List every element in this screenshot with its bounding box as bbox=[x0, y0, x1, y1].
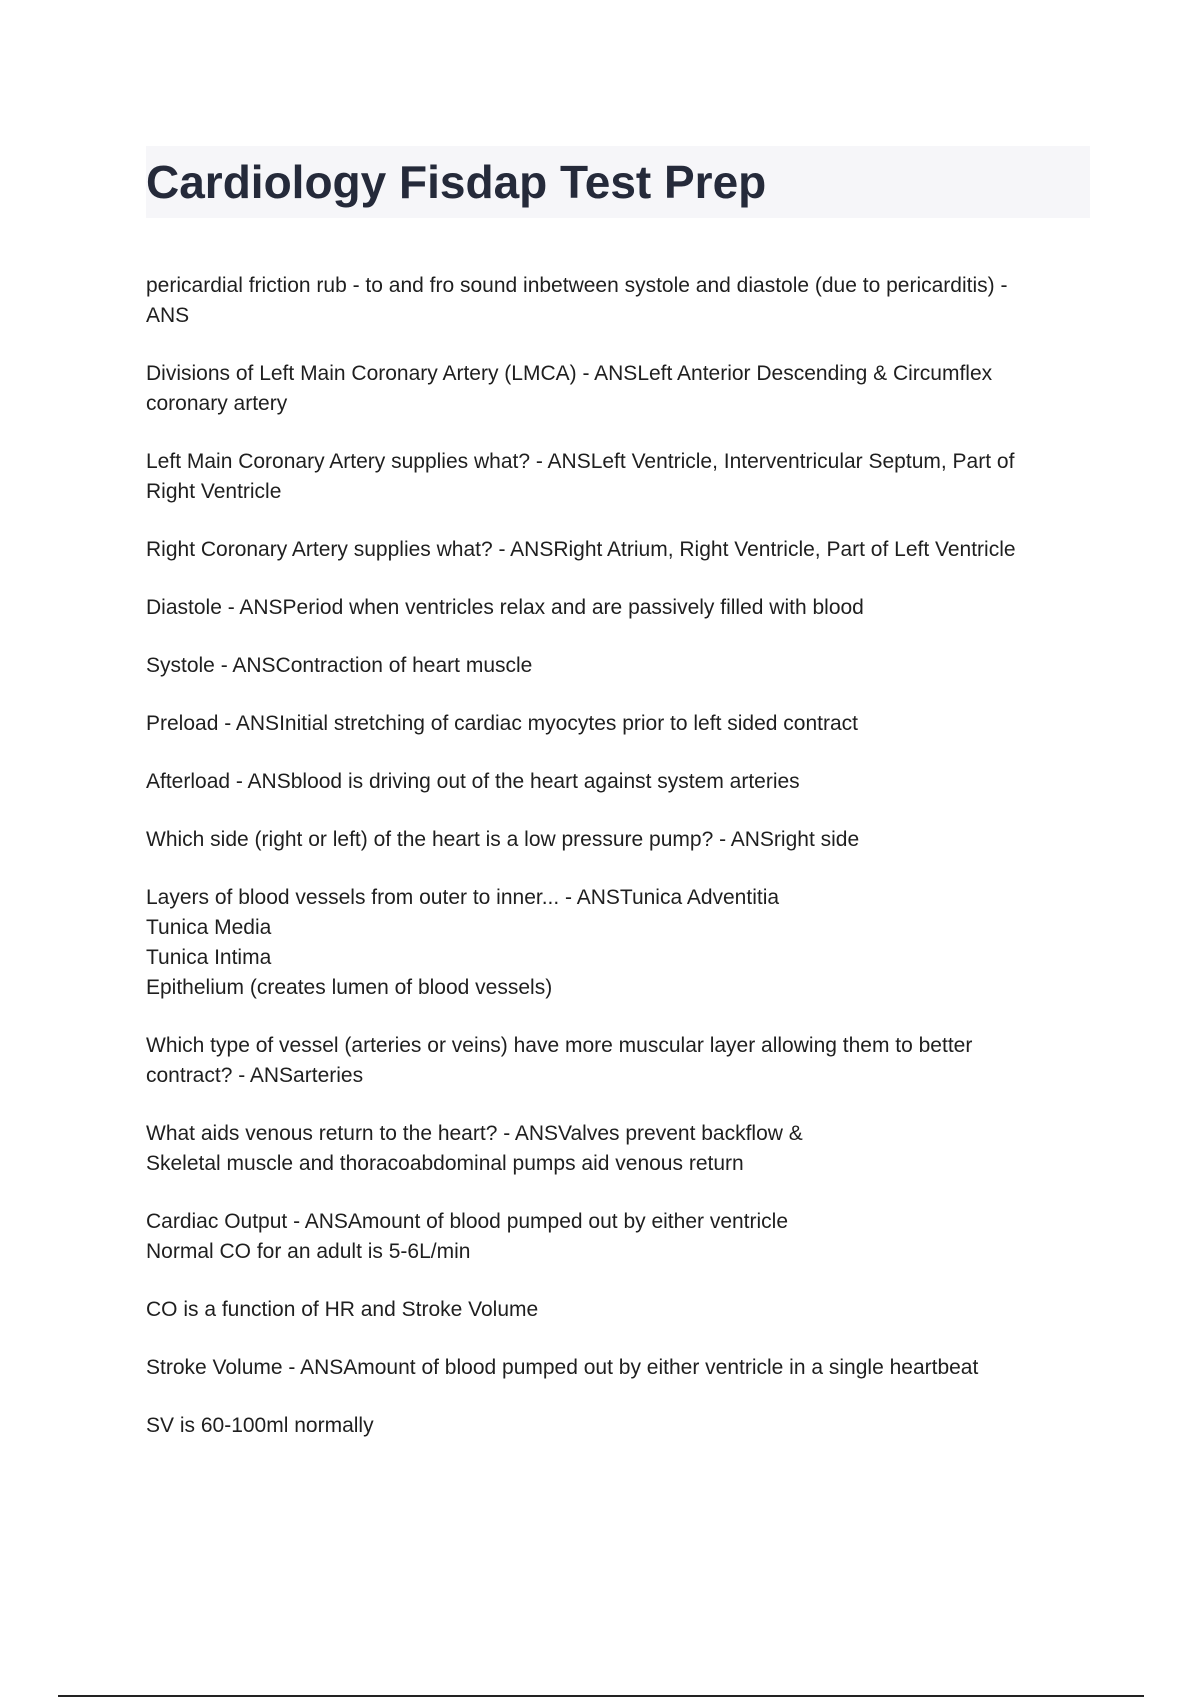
qa-entry-line: Tunica Intima bbox=[146, 946, 272, 969]
qa-entry bbox=[146, 359, 1090, 419]
qa-entry-line: coronary artery bbox=[146, 392, 288, 415]
title-band bbox=[146, 146, 1090, 218]
qa-entry-line: Normal CO for an adult is 5-6L/min bbox=[146, 1240, 471, 1263]
qa-entry bbox=[146, 447, 1090, 507]
qa-entry bbox=[146, 651, 1090, 681]
qa-entry bbox=[146, 1207, 1090, 1267]
qa-entry-line: Afterload - ANSblood is driving out of the heart against system arteries bbox=[146, 770, 800, 793]
qa-entry bbox=[146, 709, 1090, 739]
qa-entry-line: contract? - ANSarteries bbox=[146, 1064, 364, 1087]
qa-entry-line: Preload - ANSInitial stretching of cardiac myocytes prior to left sided contract bbox=[146, 712, 858, 735]
qa-entry bbox=[146, 1353, 1090, 1383]
qa-entry-line: Divisions of Left Main Coronary Artery (LMCA) - ANSLeft Anterior Descending & Circumflex bbox=[146, 362, 993, 385]
qa-entry-line: Skeletal muscle and thoracoabdominal pumps aid venous return bbox=[146, 1152, 744, 1175]
qa-entry-line: Epithelium (creates lumen of blood vessels) bbox=[146, 976, 553, 999]
qa-entry-line: ANS bbox=[146, 304, 190, 327]
qa-entry bbox=[146, 1411, 1090, 1441]
qa-entry-line: SV is 60-100ml normally bbox=[146, 1414, 374, 1437]
qa-entry-line: pericardial friction rub - to and fro sound inbetween systole and diastole (due to pericarditis) - bbox=[146, 274, 1008, 297]
qa-entry-line: Tunica Media bbox=[146, 916, 272, 939]
qa-entry bbox=[146, 593, 1090, 623]
qa-entry-line: Systole - ANSContraction of heart muscle bbox=[146, 654, 533, 677]
qa-entry bbox=[146, 825, 1090, 855]
qa-entry bbox=[146, 767, 1090, 797]
qa-entry-line: Right Ventricle bbox=[146, 480, 282, 503]
qa-entry-line: Diastole - ANSPeriod when ventricles relax and are passively filled with blood bbox=[146, 596, 864, 619]
qa-entry-line: Right Coronary Artery supplies what? - ANSRight Atrium, Right Ventricle, Part of Left Ventricle bbox=[146, 538, 1016, 561]
qa-list bbox=[146, 271, 1090, 1469]
qa-entry-line: Which type of vessel (arteries or veins) have more muscular layer allowing them to better bbox=[146, 1034, 973, 1057]
qa-entry-line: Left Main Coronary Artery supplies what? - ANSLeft Ventricle, Interventricular Septum, Part of bbox=[146, 450, 1015, 473]
qa-entry-line: CO is a function of HR and Stroke Volume bbox=[146, 1298, 539, 1321]
footer-divider bbox=[58, 1695, 1144, 1697]
qa-entry-line: What aids venous return to the heart? - ANSValves prevent backflow & bbox=[146, 1122, 803, 1145]
qa-entry-line: Stroke Volume - ANSAmount of blood pumped out by either ventricle in a single heartbeat bbox=[146, 1356, 979, 1379]
qa-entry bbox=[146, 535, 1090, 565]
qa-entry-line: Which side (right or left) of the heart is a low pressure pump? - ANSright side bbox=[146, 828, 860, 851]
page-title: Cardiology Fisdap Test Prep bbox=[146, 156, 767, 208]
qa-entry bbox=[146, 883, 1090, 1003]
qa-entry-line: Cardiac Output - ANSAmount of blood pumped out by either ventricle bbox=[146, 1210, 789, 1233]
qa-entry bbox=[146, 1031, 1090, 1091]
qa-entry bbox=[146, 1295, 1090, 1325]
qa-entry-line: Layers of blood vessels from outer to inner... - ANSTunica Adventitia bbox=[146, 886, 780, 909]
qa-entry bbox=[146, 1119, 1090, 1179]
qa-entry bbox=[146, 271, 1090, 331]
